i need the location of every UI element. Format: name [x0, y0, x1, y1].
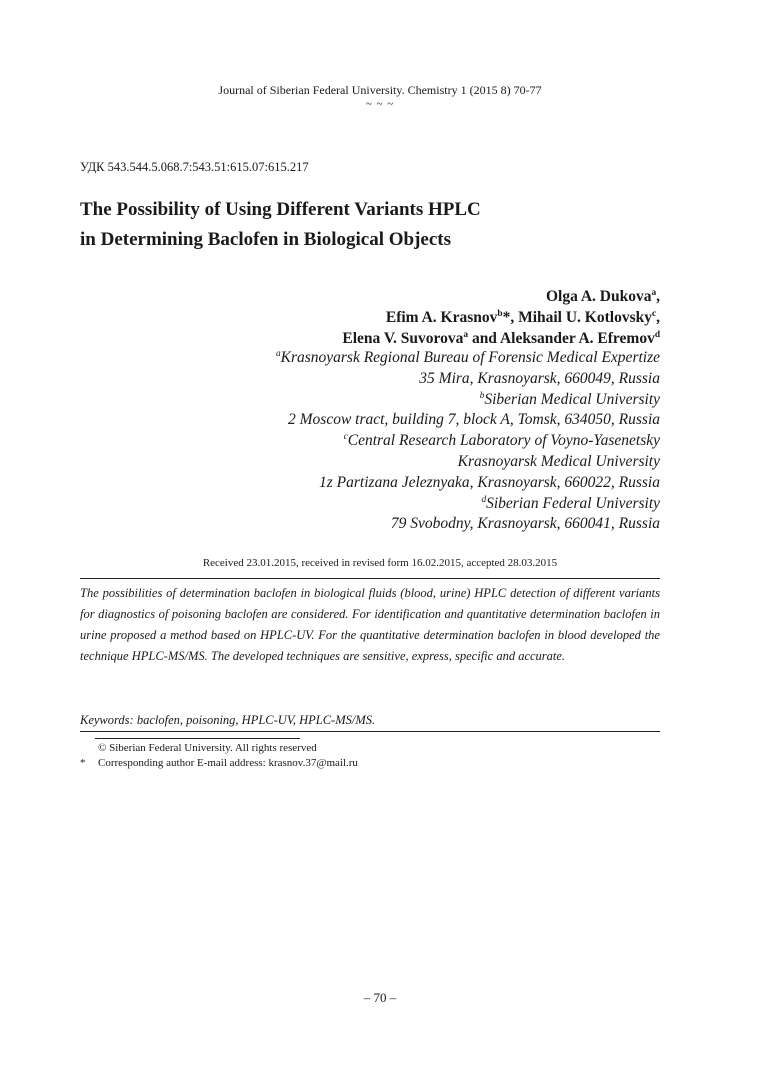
journal-header: Journal of Siberian Federal University. Chemistry 1 (2015 8) 70-77	[218, 83, 542, 97]
affiliation-text: Siberian Federal University	[486, 494, 660, 512]
keywords: Keywords: baclofen, poisoning, HPLC-UV, HPLC-MS/MS.	[80, 713, 376, 727]
affiliation-mark: b	[479, 390, 485, 401]
author-name: Elena V. Suvorova	[342, 330, 464, 347]
affiliation-line	[100, 514, 660, 535]
author-sep: ,	[656, 288, 660, 305]
corresponding-text: Corresponding author E-mail address: krasnov.37@mail.ru	[98, 757, 358, 769]
affiliation-line	[100, 369, 660, 390]
header-separator: ~ ~ ~	[365, 98, 395, 110]
footnote-corresponding	[80, 757, 358, 769]
footnote-rule	[95, 738, 300, 739]
author-name: Mihail U. Kotlovsky	[518, 309, 652, 326]
title-line-1: The Possibility of Using Different Variants HPLC	[80, 199, 481, 220]
author-name: Olga A. Dukova	[545, 288, 652, 305]
affiliation-mark: a	[275, 348, 281, 359]
udk-code: УДК 543.544.5.068.7:543.51:615.07:615.217	[80, 160, 309, 174]
author-sep: and	[468, 330, 497, 347]
abstract: The possibilities of determination baclofen in biological fluids (blood, urine) HPLC detection of different variants for diagnostics of poisoning baclofen are considered. For identification and quantitative determination baclofen in urine proposed a method based on HPLC-UV. For the quantitative determination baclofen in blood developed the technique HPLC-MS/MS. The developed techniques are sensitive, express, specific and accurate.	[80, 586, 660, 663]
affiliation-text: 1z Partizana Jeleznyaka, Krasnoyarsk, 660022, Russia	[319, 473, 660, 491]
affiliation-line	[100, 494, 660, 515]
author-sep: ,	[656, 309, 660, 326]
copyright-text: © Siberian Federal University. All rights reserved	[98, 742, 317, 754]
author-affil-mark: b	[497, 308, 503, 319]
affiliation-list	[100, 348, 660, 535]
page-number: – 70 –	[363, 990, 397, 1005]
affiliation-text: Siberian Medical University	[484, 390, 660, 408]
footnote-copyright	[80, 742, 317, 754]
footnote-mark: *	[80, 757, 86, 769]
affiliation-text: 35 Mira, Krasnoyarsk, 660049, Russia	[419, 369, 660, 387]
author-line-3	[100, 328, 660, 349]
affiliation-text: 79 Svobodny, Krasnoyarsk, 660041, Russia	[390, 515, 660, 533]
title-line-2: in Determining Baclofen in Biological Objects	[80, 229, 452, 250]
author-list	[100, 286, 660, 349]
affiliation-line	[100, 452, 660, 473]
affiliation-line	[100, 390, 660, 411]
affiliation-line	[100, 410, 660, 431]
affiliation-text: Krasnoyarsk Medical University	[457, 452, 660, 470]
affiliation-mark: d	[481, 494, 487, 505]
author-line-2	[100, 307, 660, 328]
affiliation-line	[100, 473, 660, 494]
abstract-top-rule	[80, 578, 660, 579]
author-affil-mark: c	[651, 308, 657, 319]
author-name: Efim A. Krasnov	[385, 309, 498, 326]
affiliation-line	[100, 431, 660, 452]
affiliation-line	[100, 348, 660, 369]
author-affil-mark: d	[654, 329, 660, 340]
author-sep: *,	[502, 309, 515, 326]
received-dates: Received 23.01.2015, received in revised form 16.02.2015, accepted 28.03.2015	[202, 557, 558, 569]
affiliation-mark: c	[343, 432, 348, 443]
author-affil-mark: a	[463, 329, 469, 340]
author-affil-mark: a	[651, 287, 657, 298]
affiliation-text: Krasnoyarsk Regional Bureau of Forensic Medical Expertize	[280, 349, 660, 366]
affiliation-text: 2 Moscow tract, building 7, block A, Tomsk, 634050, Russia	[288, 411, 660, 429]
affiliation-text: Central Research Laboratory of Voyno-Yasenetsky	[347, 432, 660, 450]
abstract-bottom-rule	[80, 731, 660, 732]
author-line-1	[100, 286, 660, 307]
paper-title	[80, 195, 680, 255]
author-name: Aleksander A. Efremov	[499, 330, 655, 347]
